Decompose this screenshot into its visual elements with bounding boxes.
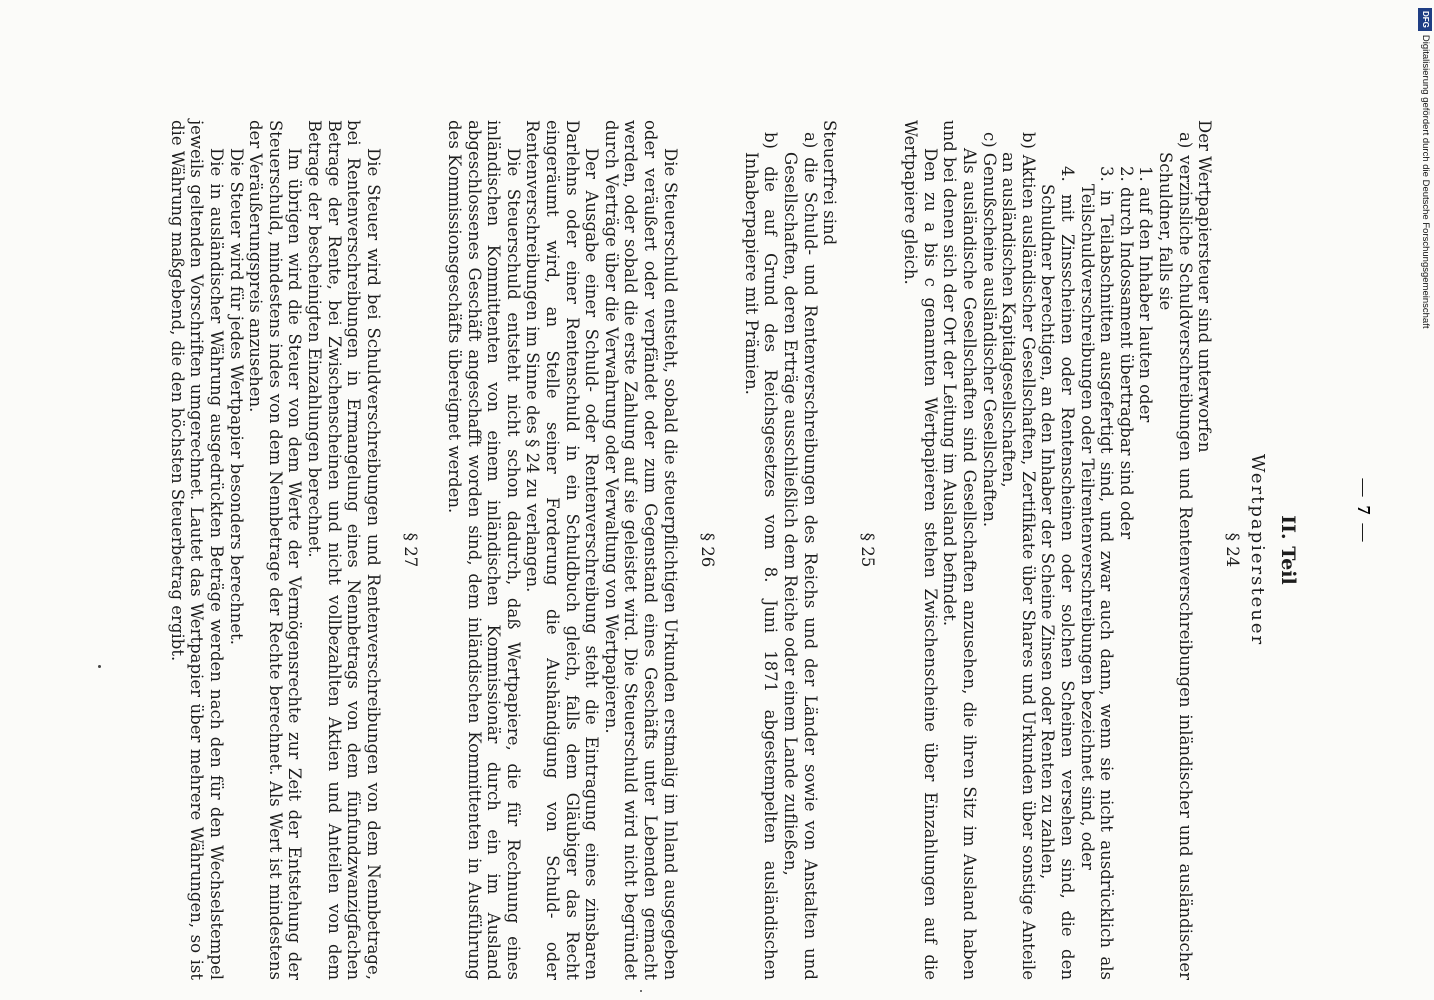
s24-para-2: Den zu a bis c genannten Wertpapieren stehen Zwischenscheine über Einzahlungen auf die Wertpapiere gleich.: [901, 120, 940, 980]
s24-item-a3: 3. in Teilabschnitten ausgefertigt sind, und zwar auch dann, wenn sie nicht ausdrücklich als Teilschuldverschreibungen oder Teilrentenverschreibungen bezeichnet sind, oder: [1077, 166, 1117, 980]
s27-para-4: Die in ausländischer Währung ausgedrückten Beträge werden nach den für den Wechselstempel jeweils geltenden Vorschriften umgerechnet. Lautet das Wertpapier über mehrere Währungen, so ist die Währung maßgebend, die den höchsten Steuerbetrag ergibt.: [167, 120, 227, 980]
header-dash-left: —: [1354, 478, 1374, 497]
s24-item-b: b) Aktien ausländischer Gesellschaften, Zertifikate über Shares und Urkunden über sonstige Anteile an ausländischen Kapitalgesellschaften,: [999, 132, 1038, 980]
s24-para-1: Als ausländische Gesellschaften sind Gesellschaften anzusehen, die ihren Sitz im Ausland haben und bei denen sich der Ort der Leitung im Ausland befindet.: [940, 120, 980, 980]
s26-para-3: Die Steuerschuld entsteht nicht schon dadurch, daß Wertpapiere, die für Rechnung eines inländischen Kommittenten von einem inländischen Kommissionär durch ein im Ausland abgeschlossenes Geschäft angeschafft worden sind, dem inländischen Kommittenten in Ausführung des Kommissionsgeschäfts übereignet werden.: [445, 120, 523, 980]
page-header: [1353, 460, 1374, 560]
header-dash-right: —: [1354, 523, 1374, 542]
paragraph-heading-24: § 24: [1222, 532, 1242, 568]
s26-para-2: Der Ausgabe einer Schuld- oder Rentenverschreibung steht die Eintragung eines zinsbaren Darlehns oder einer Rentenschuld in ein Schuldbuch gleich, falls dem Gläubiger das Recht eingeräumt wird, an Stelle seiner Forderung die Aushändigung von Schuld- oder Rentenverschreibungen im Sinne des § 24 zu verlangen.: [523, 120, 602, 980]
funding-note: [1418, 8, 1432, 393]
s26-para-1: Die Steuerschuld entsteht, sobald die steuerpflichtigen Urkunden erstmalig im Inland ausgegeben oder veräußert oder verpfändet oder zum Gegenstand eines Geschäfts unter Lebenden gemacht werden, oder sobald die erste Zahlung auf sie geleistet wird. Die Steuerschuld wird nicht begründet durch Verträge über die Verwahrung oder Verwaltung von Wertpapieren.: [601, 120, 680, 980]
s24-item-a4: 4. mit Zinsscheinen oder Rentenscheinen oder solchen Scheinen versehen sind, die den Schuldner berechtigen, an den Inhaber der Scheine Zinsen oder Renten zu zahlen,: [1038, 166, 1078, 980]
s24-item-c: c) Genußscheine ausländischer Gesellschaften.: [979, 132, 999, 528]
paragraph-heading-26: § 26: [698, 532, 718, 568]
s24-intro: Der Wertpapiersteuer sind unterworfen: [1195, 120, 1215, 453]
s24-item-a1: 1. auf den Inhaber lauten oder: [1136, 166, 1156, 423]
section-title: Wertpapiersteuer: [1247, 453, 1269, 647]
page-number: 7: [1354, 505, 1374, 515]
s27-para-2: Im übrigen wird die Steuer von dem Werte der Vermögensrechte zur Zeit der Entstehung der Steuerschuld, mindestens indes von dem Nennbetrage der Rechte berechnet. Als Wert ist mindestens der Veräußerungspreis anzusehen.: [246, 120, 305, 980]
s24-item-a2: 2. durch Indossament übertragbar sind oder: [1116, 166, 1136, 540]
s27-para-1: Die Steuer wird bei Schuldverschreibungen und Rentenverschreibungen von dem Nennbetrage, bei Rentenverschreibungen in Ermangelung eines Nennbetrags von dem fünfundzwanzigfachen Betrage der Rente, bei Zwischenscheinen und nicht vollbezahlten Aktien und Anteilen von dem Betrage der bescheinigten Einzahlungen berechnet.: [305, 120, 383, 980]
document-body: [167, 120, 1349, 980]
s25-item-b: b) die auf Grund des Reichsgesetzes vom 8. Juni 1871 abgestempelten ausländischen Inhaberpapiere mit Prämien.: [741, 132, 781, 980]
s25-intro: Steuerfrei sind: [820, 120, 840, 246]
funding-note-text: Digitalisierung gefördert durch die Deutsche Forschungsgemeinschaft: [1420, 34, 1431, 329]
part-title: II. Teil: [1277, 515, 1299, 585]
paragraph-heading-27: § 27: [401, 532, 421, 568]
s24-item-a: a) verzinsliche Schuldverschreibungen und Rentenverschreibungen inländischer und ausländischer Schuldner, falls sie: [1156, 132, 1195, 980]
paragraph-heading-25: § 25: [857, 532, 877, 568]
dfg-logo: DFG: [1418, 8, 1432, 31]
s27-para-3: Die Steuer wird für jedes Wertpapier besonders berechnet.: [226, 148, 246, 646]
s25-item-a: a) die Schuld- und Rentenverschreibungen des Reichs und der Länder sowie von Anstalten und Gesellschaften, deren Erträge ausschließlich dem Reiche oder einem Lande zufließen,: [780, 132, 820, 980]
